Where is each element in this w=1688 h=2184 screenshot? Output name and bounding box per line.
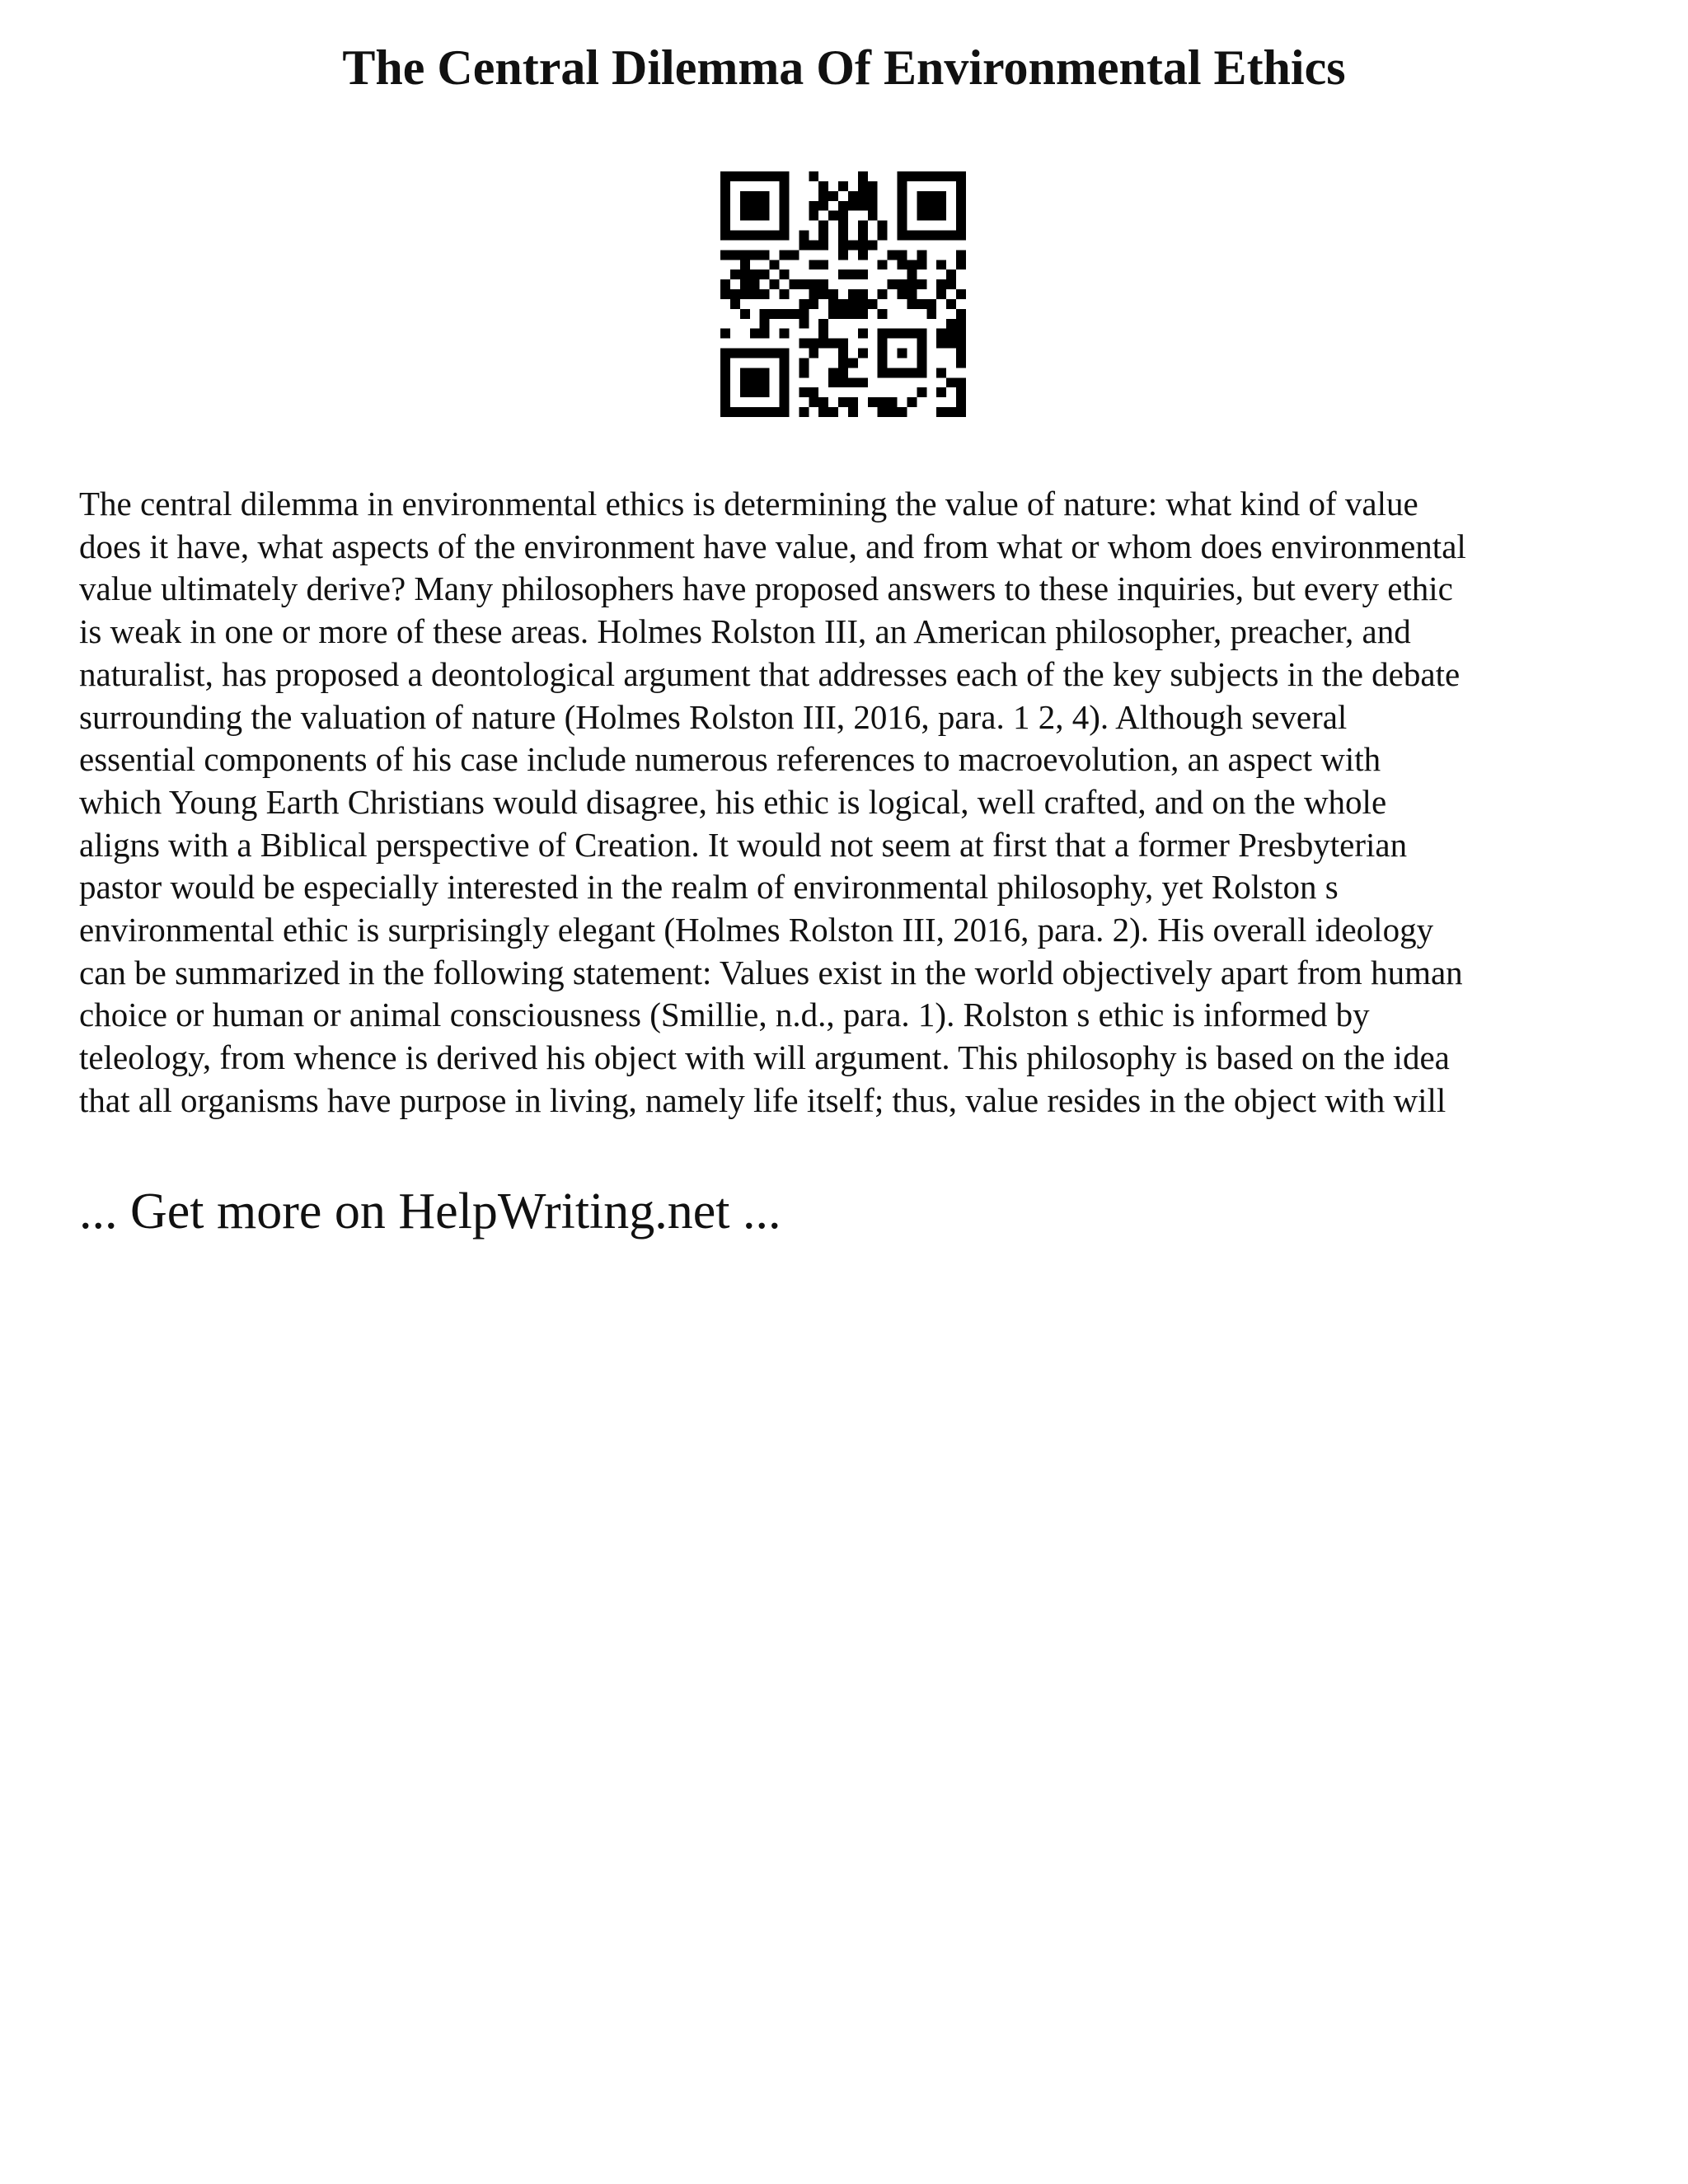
body-line: essential components of his case include numerous references to macroevolution, an aspect with (79, 740, 1381, 779)
body-line: does it have, what aspects of the environment have value, and from what or whom does environmental (79, 527, 1466, 565)
body-line: surrounding the valuation of nature (Holmes Rolston III, 2016, para. 1 2, 4). Although several (79, 697, 1348, 736)
body-line: choice or human or animal consciousness (Smillie, n.d., para. 1). Rolston s ethic is informed by (79, 996, 1370, 1034)
body-line: naturalist, has proposed a deontological argument that addresses each of the key subjects in the debate (79, 654, 1461, 693)
body-line: is weak in one or more of these areas. Holmes Rolston III, an American philosopher, preacher, and (79, 612, 1411, 651)
qr-code-icon (720, 171, 966, 417)
body-line: can be summarized in the following statement: Values exist in the world objectively apart from human (79, 953, 1463, 991)
body-line: which Young Earth Christians would disagree, his ethic is logical, well crafted, and on the whole (79, 782, 1387, 821)
get-more-link[interactable]: ... Get more on HelpWriting.net ... (79, 1183, 781, 1240)
body-line: teleology, from whence is derived his object with will argument. This philosophy is based on the idea (79, 1038, 1450, 1077)
body-line: aligns with a Biblical perspective of Creation. It would not seem at first that a former Presbyterian (79, 825, 1408, 864)
body-line: that all organisms have purpose in living, namely life itself; thus, value resides in the object with will (79, 1080, 1447, 1119)
body-line: The central dilemma in environmental ethics is determining the value of nature: what kind of value (79, 485, 1418, 523)
page-title: The Central Dilemma Of Environmental Ethics (342, 40, 1346, 95)
body-line: pastor would be especially interested in the realm of environmental philosophy, yet Rolston s (79, 868, 1339, 907)
body-line: environmental ethic is surprisingly elegant (Holmes Rolston III, 2016, para. 2). His overall ideology (79, 911, 1434, 949)
body-line: value ultimately derive? Many philosophers have proposed answers to these inquiries, but every ethic (79, 569, 1453, 608)
body-paragraph (79, 483, 1620, 1122)
